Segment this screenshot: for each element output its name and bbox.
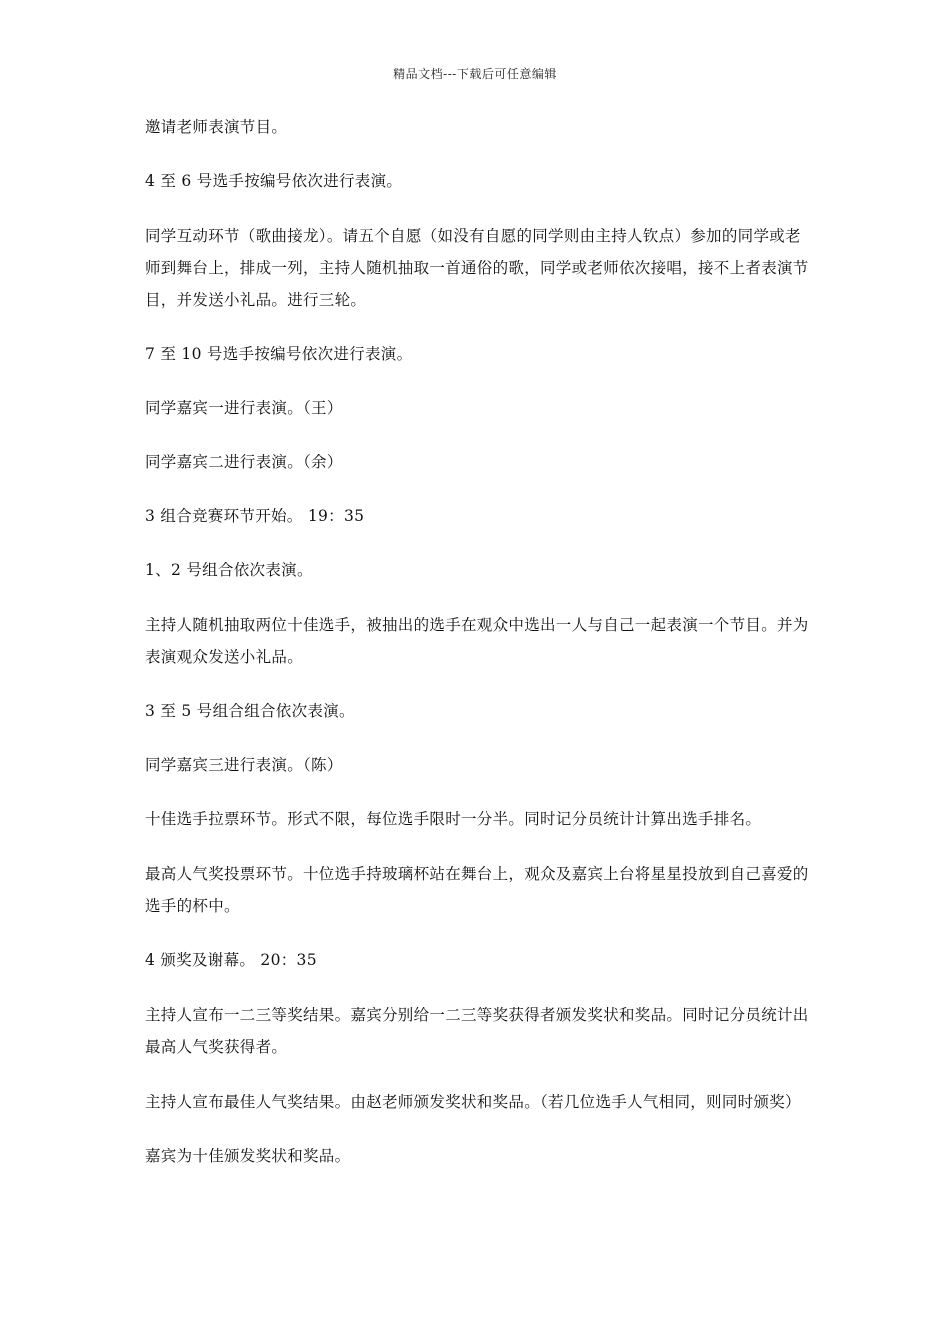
paragraph-top-ten-awards: 嘉宾为十佳颁发奖状和奖品。 [145, 1147, 351, 1165]
paragraph-groups-1-2: 1、2 号组合依次表演。 [145, 561, 313, 579]
paragraph-guest-one: 同学嘉宾一进行表演。（王） [145, 399, 343, 417]
section-heading-awards: 4 颁奖及谢幕。 20：35 [145, 951, 317, 969]
paragraph-canvassing: 十佳选手拉票环节。形式不限，每位选手限时一分半。同时记分员统计计算出选手排名。 [145, 810, 762, 828]
paragraph-contestants-7-10: 7 至 10 号选手按编号依次进行表演。 [145, 345, 413, 363]
paragraph-contestants-4-6: 4 至 6 号选手按编号依次进行表演。 [145, 172, 403, 190]
section-heading-group-contest: 3 组合竞赛环节开始。 19：35 [145, 507, 365, 525]
paragraph-groups-3-5: 3 至 5 号组合组合依次表演。 [145, 702, 355, 720]
paragraph-invite-teacher: 邀请老师表演节目。 [145, 118, 288, 136]
paragraph-guest-two: 同学嘉宾二进行表演。（余） [145, 453, 343, 471]
paragraph-popularity-award: 主持人宣布最佳人气奖结果。由赵老师颁发奖状和奖品。（若几位选手人气相同，则同时颁奖） [145, 1093, 801, 1111]
paragraph-popularity-vote: 最高人气奖投票环节。十位选手持玻璃杯站在舞台上，观众及嘉宾上台将星星投放到自己喜爱的选手的杯中。 [145, 865, 809, 915]
paragraph-guest-three: 同学嘉宾三进行表演。（陈） [145, 756, 343, 774]
paragraph-audience-duet: 主持人随机抽取两位十佳选手，被抽出的选手在观众中选出一人与自己一起表演一个节目。并为表演观众发送小礼品。 [145, 616, 809, 666]
document-body [145, 112, 813, 1172]
page-header: 精品文档---下载后可任意编辑 [393, 67, 557, 81]
paragraph-song-relay: 同学互动环节（歌曲接龙）。请五个自愿（如没有自愿的同学则由主持人钦点）参加的同学或老师到舞台上，排成一列，主持人随机抽取一首通俗的歌，同学或老师依次接唱，接不上者表演节目，并发送小礼品。进行三轮。 [145, 227, 809, 309]
paragraph-announce-prizes: 主持人宣布一二三等奖结果。嘉宾分别给一二三等奖获得者颁发奖状和奖品。同时记分员统计出最高人气奖获得者。 [145, 1006, 809, 1056]
